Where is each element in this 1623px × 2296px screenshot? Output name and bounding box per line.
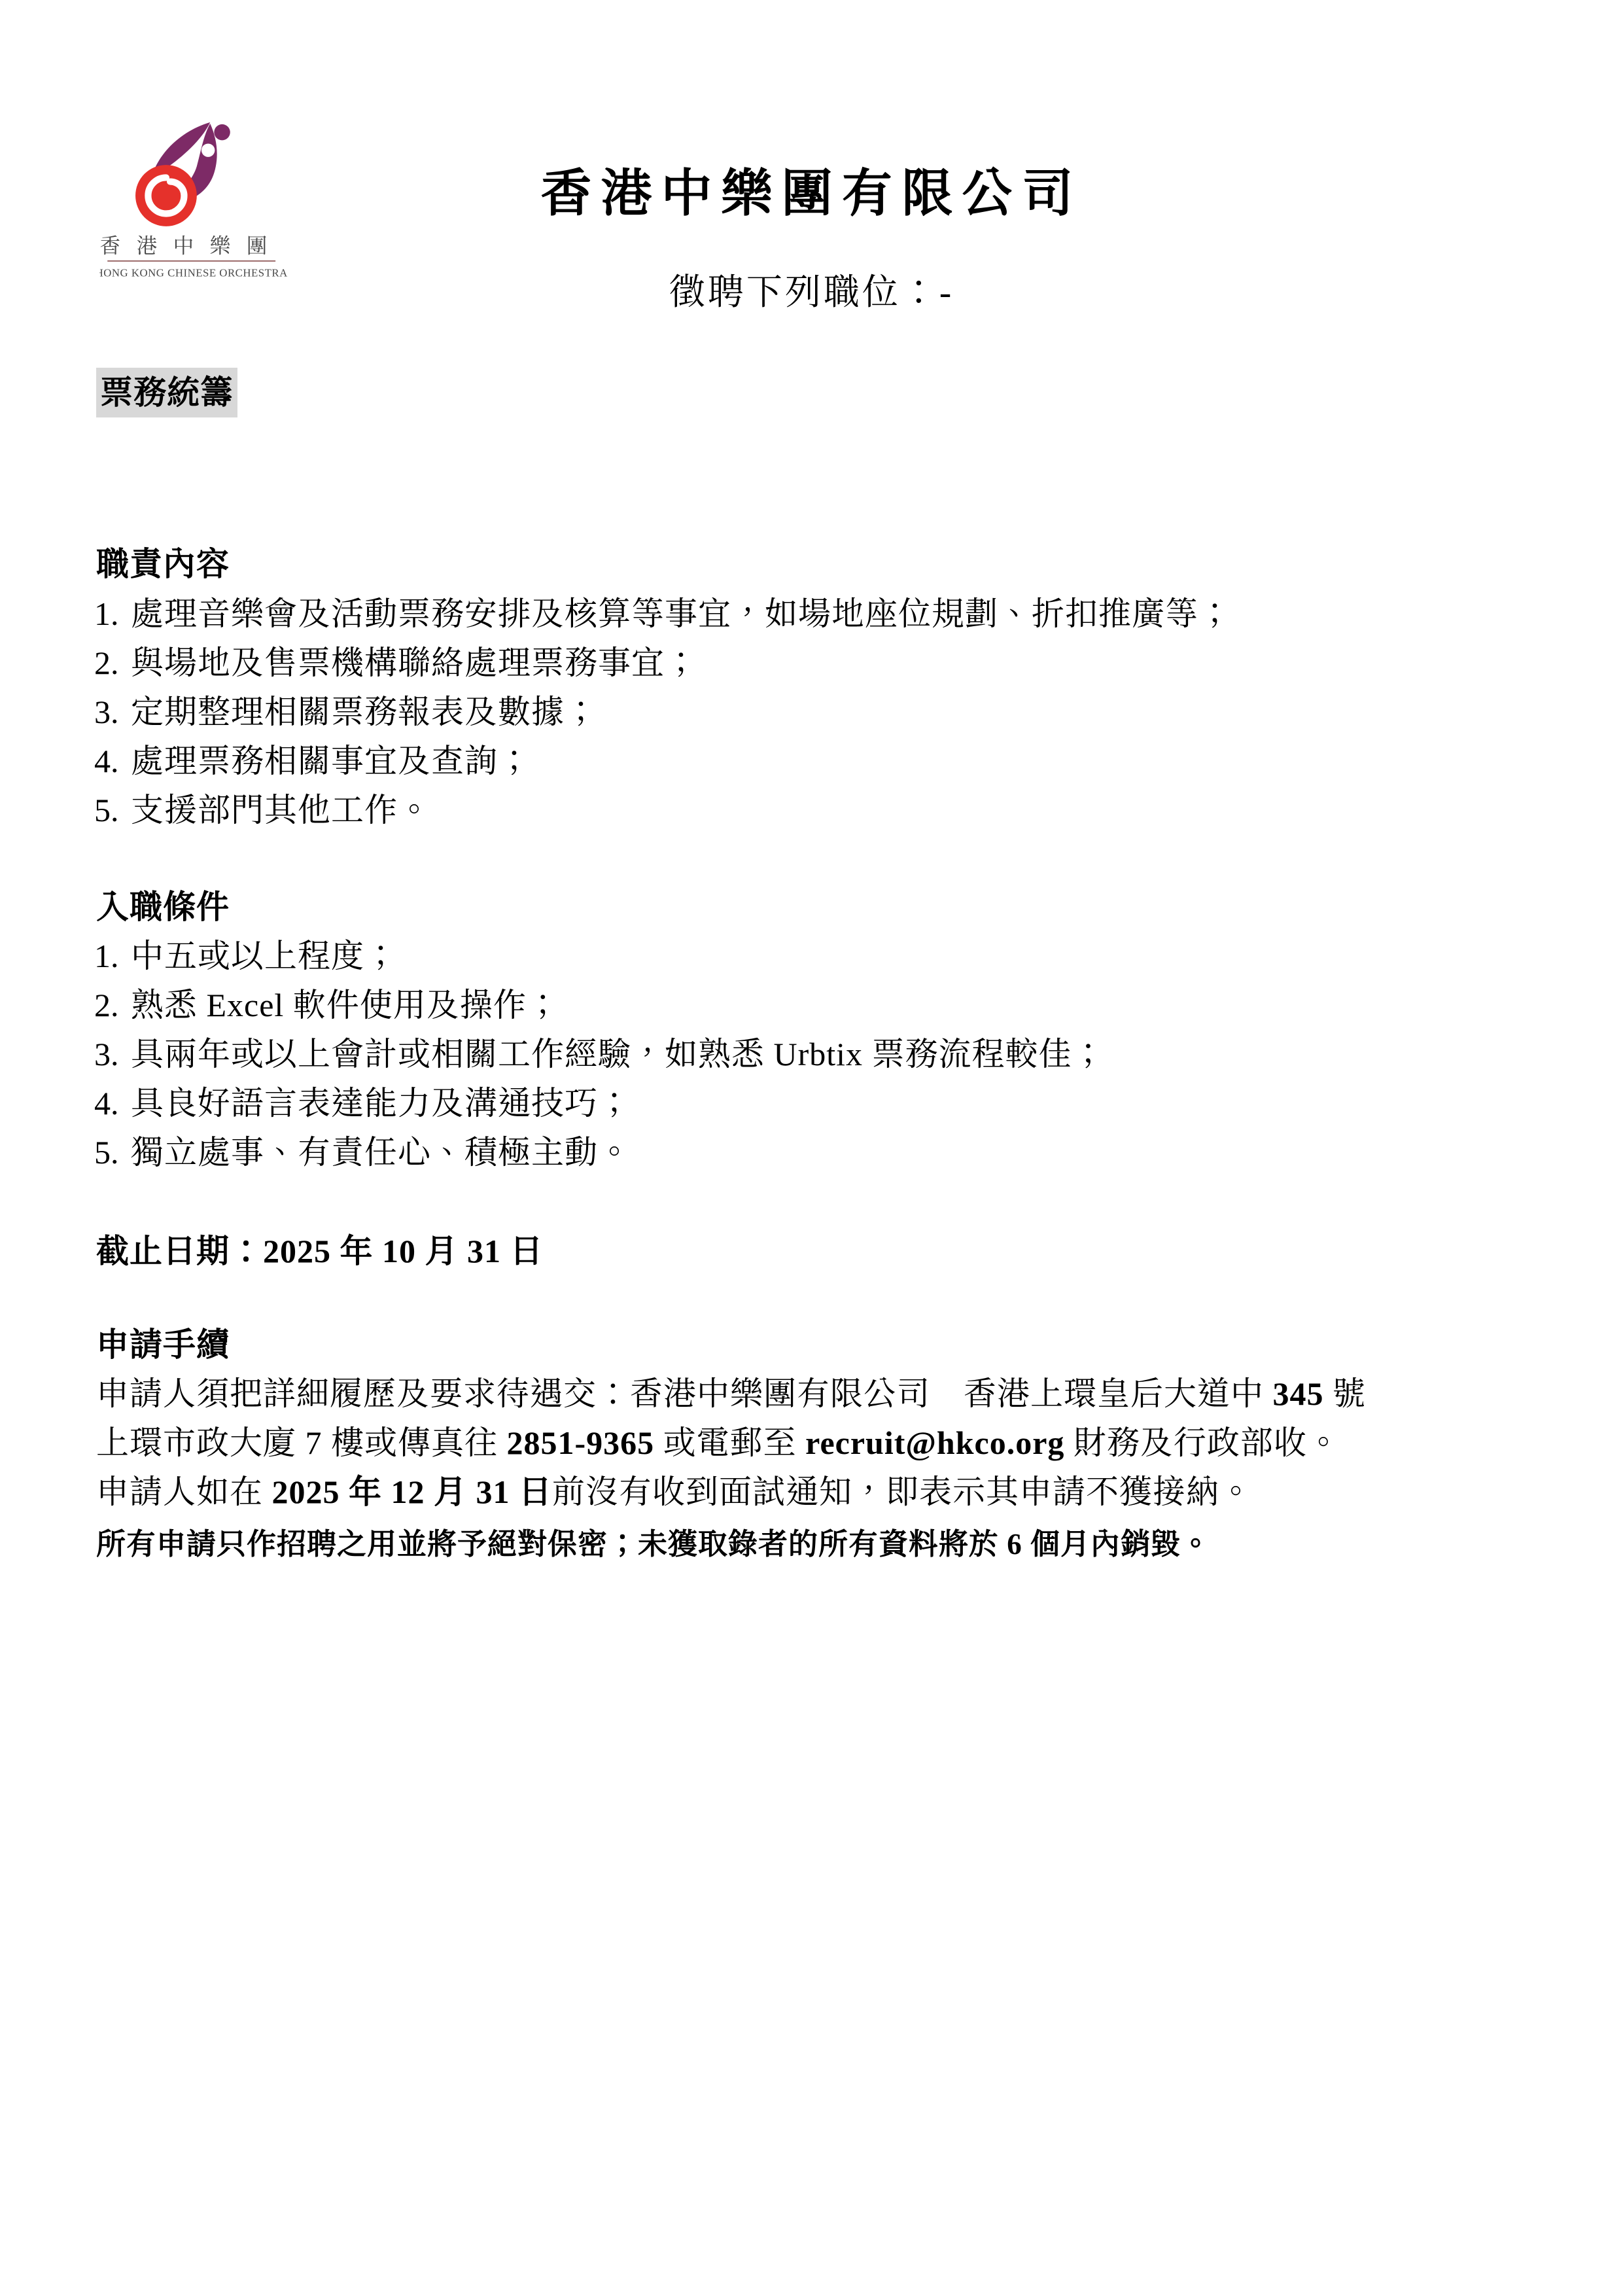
requirements-heading: 入職條件 [96,889,230,925]
application-line-2-text: 上環市政大廈 7 樓或傳真往 [96,1424,507,1461]
application-line-2-mid: 或電郵至 [654,1424,806,1461]
list-item-text: 具良好語言表達能力及溝通技巧； [131,1085,631,1122]
responsibilities-heading: 職責內容 [96,546,230,582]
application-heading: 申請手續 [96,1326,230,1363]
list-item-text: 支援部門其他工作。 [131,792,431,828]
logo-chinese-text: 香港中樂團 [99,234,283,258]
list-item-text: 處理票務相關事宜及查詢； [131,743,531,779]
reply-deadline-date: 2025 年 12 月 31 日 [271,1474,552,1510]
list-item [94,737,1453,786]
deadline-date: 2025 年 10 月 31 日 [263,1233,544,1269]
privacy-note: 所有申請只作招聘之用並將予絕對保密；未獲取錄者的所有資料將於 6 個月內銷毀。 [96,1528,1212,1561]
list-item-number: 2. [94,645,119,681]
list-item-number: 4. [94,743,119,779]
application-line-2 [96,1419,1459,1468]
list-item-number: 3. [94,694,119,730]
list-item [94,1128,1453,1177]
list-item [94,932,1453,981]
application-paragraph [96,1369,1459,1517]
list-item-text: 中五或以上程度； [131,938,398,974]
list-item [94,688,1453,737]
list-item [94,639,1453,688]
list-item-number: 4. [94,1085,119,1122]
fax-number: 2851-9365 [506,1424,655,1461]
application-line-3 [96,1468,1459,1517]
application-line-3-text: 申請人如在 [96,1474,272,1510]
list-item-text: 處理音樂會及活動票務安排及核算等事宜，如場地座位規劃、折扣推廣等； [131,595,1232,632]
logo-english-text: HONG KONG CHINESE ORCHESTRA [99,266,288,279]
list-item [94,981,1453,1030]
list-item-number: 5. [94,1134,119,1171]
responsibilities-list [94,590,1453,835]
list-item-number: 1. [94,595,119,632]
list-item-number: 2. [94,987,119,1023]
requirements-list [94,932,1453,1177]
company-title: 香港中樂團有限公司 [540,165,1083,222]
list-item-text: 熟悉 Excel 軟件使用及操作； [131,987,560,1023]
application-line-2-tail: 財務及行政部收。 [1064,1424,1340,1461]
list-item-text: 獨立處事、有責任心、積極主動。 [131,1134,631,1171]
deadline-label: 截止日期： [96,1233,263,1269]
job-title-highlight: 票務統籌 [96,368,237,417]
application-line-3-tail: 前沒有收到面試通知，即表示其申請不獲接納。 [552,1474,1253,1510]
list-item [94,590,1453,639]
application-line-1-text: 申請人須把詳細履歷及要求待遇交：香港中樂團有限公司 香港上環皇后大道中 [96,1375,1273,1412]
list-item-text: 定期整理相關票務報表及數據； [131,694,598,730]
list-item [94,786,1453,835]
deadline-line [96,1227,544,1276]
list-item-text: 具兩年或以上會計或相關工作經驗，如熟悉 Urbtix 票務流程較佳； [131,1036,1106,1072]
application-line-1-tail: 號 [1323,1375,1366,1412]
email-address: recruit@hkco.org [805,1424,1065,1461]
street-number: 345 [1272,1375,1324,1412]
list-item [94,1030,1453,1079]
list-item-number: 5. [94,792,119,828]
recruit-subtitle: 徵聘下列職位：- [669,272,954,312]
application-line-1 [96,1369,1459,1419]
list-item-text: 與場地及售票機構聯絡處理票務事宜； [131,645,698,681]
list-item [94,1079,1453,1128]
list-item-number: 3. [94,1036,119,1072]
list-item-number: 1. [94,938,119,974]
